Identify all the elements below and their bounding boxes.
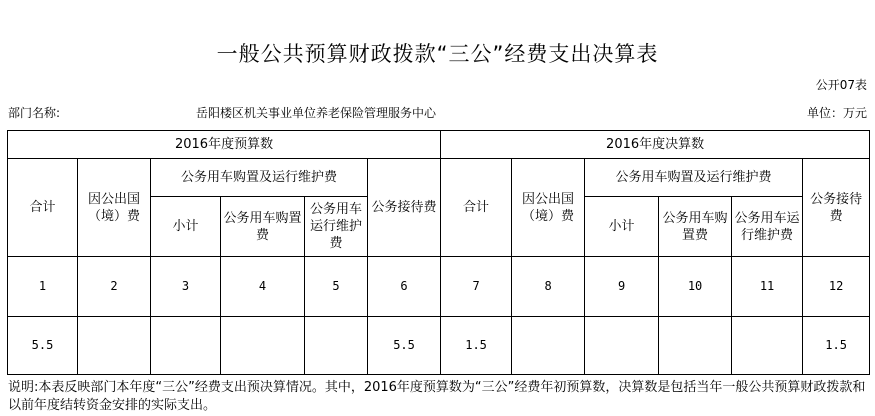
col-total-final: 合计 — [441, 159, 512, 257]
index-cell: 7 — [441, 257, 512, 317]
index-cell: 3 — [151, 257, 221, 317]
index-cell: 10 — [659, 257, 732, 317]
final-header: 2016年度决算数 — [441, 131, 870, 159]
value-cell — [659, 317, 732, 375]
col-abroad-final: 因公出国（境）费 — [512, 159, 585, 257]
index-cell: 5 — [305, 257, 368, 317]
col-subtotal-budget: 小计 — [151, 197, 221, 257]
col-subtotal-final: 小计 — [585, 197, 659, 257]
value-cell — [221, 317, 305, 375]
value-cell — [305, 317, 368, 375]
value-cell — [512, 317, 585, 375]
col-reception-budget: 公务接待费 — [368, 159, 441, 257]
col-vehicle-maint-final: 公务用车运行维护费 — [732, 197, 803, 257]
page-title: 一般公共预算财政拨款“三公”经费支出决算表 — [216, 42, 659, 66]
index-cell: 9 — [585, 257, 659, 317]
index-cell: 2 — [78, 257, 151, 317]
value-cell — [732, 317, 803, 375]
value-cell — [78, 317, 151, 375]
value-cell — [585, 317, 659, 375]
index-cell: 11 — [732, 257, 803, 317]
value-row — [8, 317, 870, 375]
expenditure-table — [7, 130, 870, 375]
value-cell: 1.5 — [441, 317, 512, 375]
footnote: 说明:本表反映部门本年度“三公”经费支出预决算情况。其中，2016年度预算数为“三公”经费年初预算数，决算数是包括当年一般公共预算财政拨款和以前年度结转资金安排的实际支出。 — [8, 380, 866, 413]
budget-header: 2016年度预算数 — [8, 131, 441, 159]
index-cell: 8 — [512, 257, 585, 317]
index-cell: 4 — [221, 257, 305, 317]
unit-label: 单位：万元 — [806, 106, 867, 120]
col-reception-final: 公务接待费 — [803, 159, 870, 257]
department-name: 岳阳楼区机关事业单位养老保险管理服务中心 — [196, 106, 437, 120]
index-cell: 6 — [368, 257, 441, 317]
value-cell: 5.5 — [368, 317, 441, 375]
index-cell: 1 — [8, 257, 78, 317]
value-cell: 5.5 — [8, 317, 78, 375]
value-cell — [151, 317, 221, 375]
col-vehicle-group-final: 公务用车购置及运行维护费 — [585, 159, 803, 197]
col-vehicle-maint-budget: 公务用车运行维护费 — [305, 197, 368, 257]
col-total-budget: 合计 — [8, 159, 78, 257]
col-vehicle-group-budget: 公务用车购置及运行维护费 — [151, 159, 368, 197]
col-abroad-budget: 因公出国（境）费 — [78, 159, 151, 257]
index-cell: 12 — [803, 257, 870, 317]
index-row — [8, 257, 870, 317]
value-cell: 1.5 — [803, 317, 870, 375]
department-label: 部门名称: — [8, 106, 61, 120]
col-vehicle-purchase-final: 公务用车购置费 — [659, 197, 732, 257]
form-number: 公开07表 — [815, 78, 867, 92]
col-vehicle-purchase-budget: 公务用车购置费 — [221, 197, 305, 257]
